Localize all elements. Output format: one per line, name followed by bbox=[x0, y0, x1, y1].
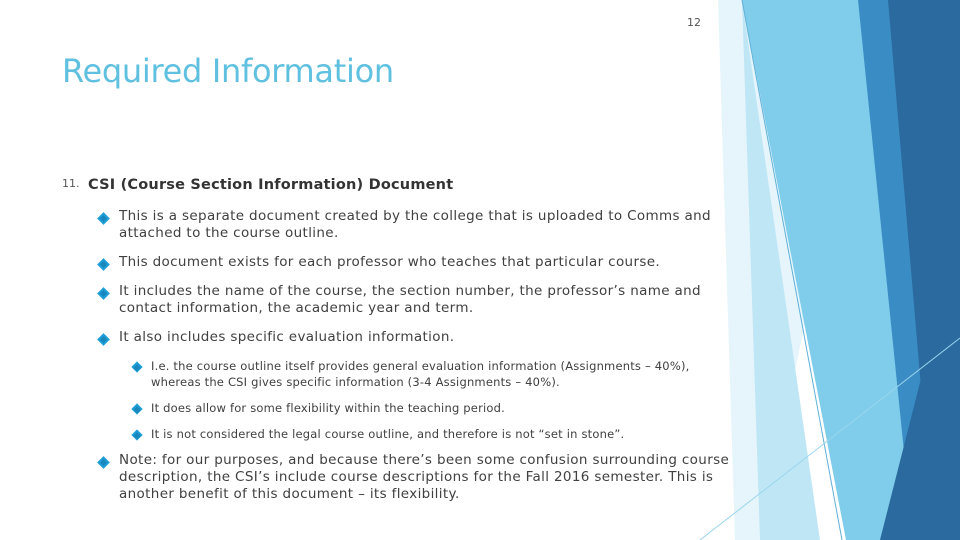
diamond-bullet-icon bbox=[131, 361, 142, 372]
note-text: Note: for our purposes, and because there’s been some confusion surrounding course description, the CSI’s include course descriptions for the Fall 2016 semester. This is another benefit of this document – its flexibility. bbox=[119, 452, 730, 502]
item-number: 11. bbox=[62, 177, 80, 190]
slide-number: 12 bbox=[687, 16, 701, 29]
bullet-item bbox=[62, 283, 742, 317]
bullet-item bbox=[62, 208, 742, 242]
diamond-bullet-icon bbox=[131, 429, 142, 440]
diamond-bullet-icon bbox=[97, 333, 110, 346]
bullet-text: This is a separate document created by the college that is uploaded to Comms and attached to the course outline. bbox=[119, 208, 711, 241]
sub-bullet-text: I.e. the course outline itself provides general evaluation information (Assignments – 40%), whereas the CSI gives specific information (3-4 Assignments – 40%). bbox=[151, 359, 690, 389]
diamond-bullet-icon bbox=[97, 456, 110, 469]
slide-title: Required Information bbox=[62, 52, 394, 90]
sub-bullet-item bbox=[62, 358, 742, 390]
item-heading: CSI (Course Section Information) Document bbox=[88, 177, 454, 193]
sub-bullet-text: It is not considered the legal course outline, and therefore is not “set in stone”. bbox=[151, 427, 625, 441]
bullet-text: This document exists for each professor who teaches that particular course. bbox=[119, 254, 661, 270]
bullet-item bbox=[62, 254, 742, 271]
diamond-bullet-icon bbox=[97, 212, 110, 225]
sub-bullet-item bbox=[62, 426, 742, 442]
diamond-bullet-icon bbox=[97, 258, 110, 271]
diamond-bullet-icon bbox=[97, 287, 110, 300]
slide-content bbox=[62, 174, 742, 515]
sub-bullet-item bbox=[62, 400, 742, 416]
note-item bbox=[62, 452, 742, 503]
sub-bullet-text: It does allow for some flexibility within the teaching period. bbox=[151, 401, 505, 415]
numbered-item bbox=[62, 174, 742, 193]
bullet-item bbox=[62, 329, 742, 346]
bullet-text: It includes the name of the course, the section number, the professor’s name and contact information, the academic year and term. bbox=[119, 283, 701, 316]
bullet-text: It also includes specific evaluation information. bbox=[119, 329, 455, 345]
diamond-bullet-icon bbox=[131, 403, 142, 414]
